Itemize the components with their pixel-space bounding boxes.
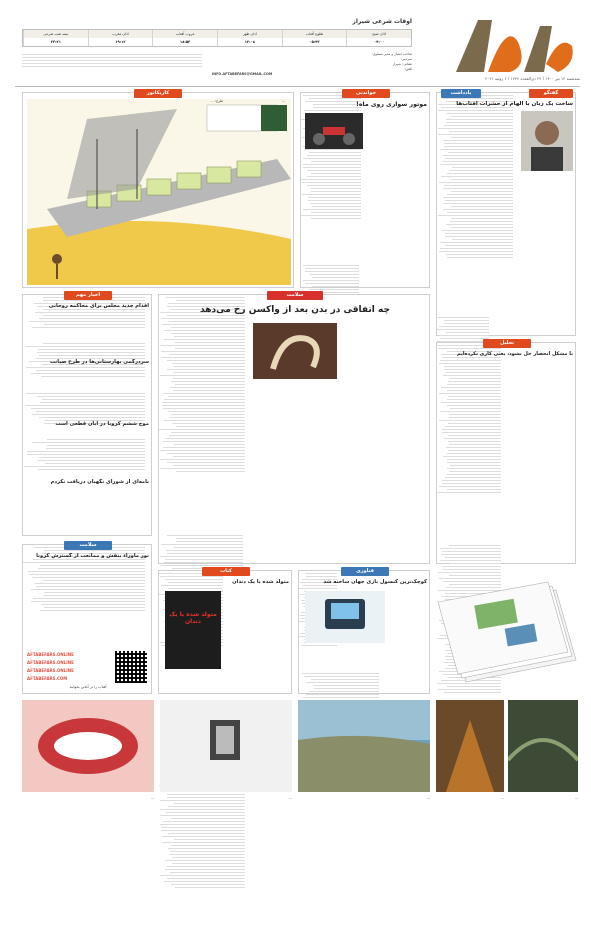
console-image [305, 591, 385, 643]
prayer-time-cell [282, 30, 347, 46]
moon-ride-image [305, 113, 363, 149]
prayer-times-table [22, 29, 412, 47]
strip-caption-2: ... [288, 796, 292, 800]
book-cover-title: متولد شده با یک دندان [169, 611, 217, 625]
interview-body-1 [437, 93, 513, 315]
qr-code [115, 651, 147, 683]
news-section [22, 294, 152, 536]
uv-headline: نور ماوراء بنفش و ممانعت از گسترش کرونا [36, 553, 149, 559]
book-section [158, 570, 292, 694]
strip-photo-4 [436, 700, 504, 792]
vaccine-label: سلامت [267, 291, 323, 300]
strip-photo-2 [160, 700, 292, 792]
prayer-time-label: طلوع آفتاب [283, 30, 347, 38]
uv-footer: آفتاب را در آنلاین بخوانید [69, 685, 107, 689]
prayer-time-value: ۰۵:۴۳ [309, 40, 320, 44]
vaccine-headline: چه اتفاقی در بدن بعد از واکسن رخ می‌دهد [200, 305, 390, 315]
prayer-time-cell [23, 30, 88, 46]
strip-caption-4: ... [500, 796, 504, 800]
prayer-time-cell [346, 30, 411, 46]
prayer-time-value: ۱۲:۰۸ [244, 40, 255, 44]
newspaper-stack-image [436, 570, 582, 694]
cartoon-caption: طرح: ... [210, 99, 223, 103]
prayer-time-cell [88, 30, 153, 46]
console-section [298, 570, 430, 694]
logo [448, 12, 578, 84]
prayer-time-label: نیمه شب شرعی [24, 30, 88, 38]
date-line: سه‌شنبه ۱۴ تیر ۱۴۰۰ / ۲۴ ذی‌القعده ۱۴۴۲ / ۶ ژوئیه ۲۰۲۱ [485, 76, 580, 81]
prayer-time-value: ۱۸:۵۳ [180, 40, 191, 44]
uv-section [22, 544, 152, 694]
strip-photo-5 [508, 700, 578, 792]
analysis-headline: با مشکل انحصار حل نشود، یعنی کاری نکرده‌ایم [457, 351, 573, 357]
vaccine-section [158, 294, 430, 564]
interview-section [436, 92, 576, 336]
bottom-strip [22, 700, 578, 816]
cartoon-section [22, 92, 294, 288]
website-link[interactable]: AFTABEFARS.COM [27, 676, 68, 681]
analysis-section [436, 342, 576, 564]
prayer-time-label: اذان ظهر [218, 30, 282, 38]
book-label: کتاب [202, 567, 250, 576]
prayer-time-label: اذان صبح [347, 30, 411, 38]
console-label: فناوری [341, 567, 389, 576]
strip-caption-5: ... [574, 796, 578, 800]
interview-headline: ساخت یک زبان با الهام از حشرات آفتاب‌ها [456, 101, 573, 107]
cartoon-label: کاریکاتور [134, 89, 182, 98]
news-label: اخبار مهم [64, 291, 112, 300]
book-headline: متولد شده با یک دندان [232, 579, 289, 585]
strip-caption-3: ... [426, 796, 430, 800]
strip-photo-1 [22, 700, 154, 792]
interview-sublabel: یادداشت [441, 89, 481, 98]
interview-label: گفتگو [529, 89, 573, 98]
news-headline-1: اقدام جدید مجلس برای محاکمه روحانی [48, 303, 149, 309]
console-headline: کوچک‌ترین کنسول بازی جهان ساخته شد [323, 579, 427, 585]
moon-ride-section [300, 92, 430, 288]
uv-label: سلامت [64, 541, 112, 550]
cartoonist-avatar [261, 105, 287, 131]
prayer-time-label: اذان مغرب [89, 30, 153, 38]
prayer-times-title: اوقات شرعی شیراز [352, 18, 412, 25]
vaccine-image [253, 323, 337, 379]
news-headline-3: موج ششم کرونا در آبان قطعی است [55, 421, 149, 427]
news-headline-2: سردرگمی بهارستانی‌ها در طرح صیانت [49, 359, 149, 365]
cartoon-image [27, 99, 291, 285]
prayer-time-value: ۱۹:۱۲ [115, 40, 126, 44]
social-links [27, 651, 111, 685]
analysis-label: تحلیل [483, 339, 531, 348]
book-cover [165, 591, 221, 669]
prayer-time-cell [152, 30, 217, 46]
moon-ride-label: خواندنی [342, 89, 390, 98]
news-headline-4: نامه‌ای از شورای نگهبان دریافت نکردم [50, 479, 149, 485]
prayer-time-label: غروب آفتاب [153, 30, 217, 38]
cartoon-credit: ... [281, 99, 285, 103]
telegram-link[interactable]: AFTABEFARS.ONLINE [27, 660, 74, 665]
instagram-link[interactable]: AFTABEFARS.ONLINE [27, 652, 74, 657]
strip-photo-3 [298, 700, 430, 792]
prayer-time-cell [217, 30, 282, 46]
strip-caption-1: ... [150, 796, 154, 800]
twitter-link[interactable]: AFTABEFARS.ONLINE [27, 668, 74, 673]
moon-ride-headline: موتور سواری روی ماه! [356, 101, 427, 108]
prayer-time-value: ۲۳:۲۱ [50, 40, 61, 44]
license-block: صاحب امتیاز و مدیر مسئول: سردبیر: نشانی: شیراز تلفن: INFO.AFTABEFARS@GMAIL.COM [212, 52, 412, 76]
interview-portrait [521, 111, 573, 171]
prayer-time-value: ۰۴:۰۰ [374, 40, 385, 44]
